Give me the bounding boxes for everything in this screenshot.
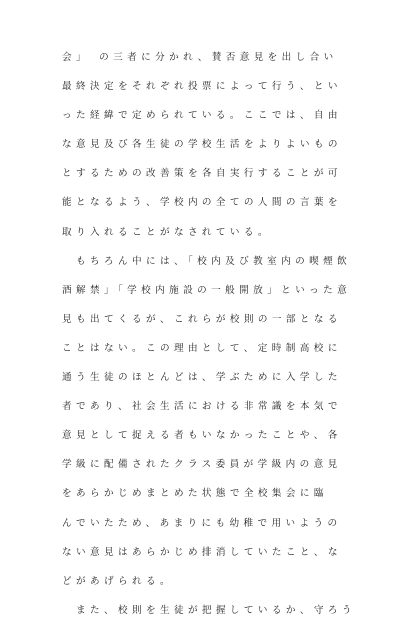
text-line: 者であり、社会生活における非常識を本気で [62,401,342,413]
text-line: 能となるよう、学校内の全ての人間の言葉を [62,197,342,209]
text-line: ない意見はあらかじめ排消していたこと、な [62,546,342,558]
text-line: 酒解禁」「学校内施設の一般開放」といった意 [62,284,352,296]
body-text [62,43,362,625]
text-line: 学級に配備されたクラス委員が学級内の意見 [62,459,342,471]
text-line: 最終決定をそれぞれ投票によって行う、とい [62,81,342,93]
text-line: 見も出てくるが、これらが校則の一部となる [62,313,342,325]
text-line: 意見として捉える者もいなかったことや、各 [62,430,342,442]
text-line: どがあげられる。 [62,575,174,587]
text-line: また、校則を生徒が把握しているか、守ろう [62,604,356,616]
text-line: 会」 の三者に分かれ、賛否意見を出し合い [62,52,338,63]
text-line: な意見及び各生徒の学校生活をよりよいもの [62,139,342,151]
text-line: った経緯で定められている。ここでは、自由 [62,110,342,122]
text-line: んでいたため、あまりにも幼稚で用いようの [62,517,342,529]
text-line: 取り入れることがなされている。 [62,226,272,238]
text-line: ことはない。この理由として、定時制高校に [62,342,342,354]
text-line: 通う生徒のほとんどは、学ぶために入学した [62,372,342,384]
text-line: とするための改善策を各自実行することが可 [62,168,342,180]
text-line: もちろん中には、「校内及び教室内の喫煙飲 [62,255,352,267]
text-line: をあらかじめまとめた状態で全校集会に臨 [62,488,328,500]
